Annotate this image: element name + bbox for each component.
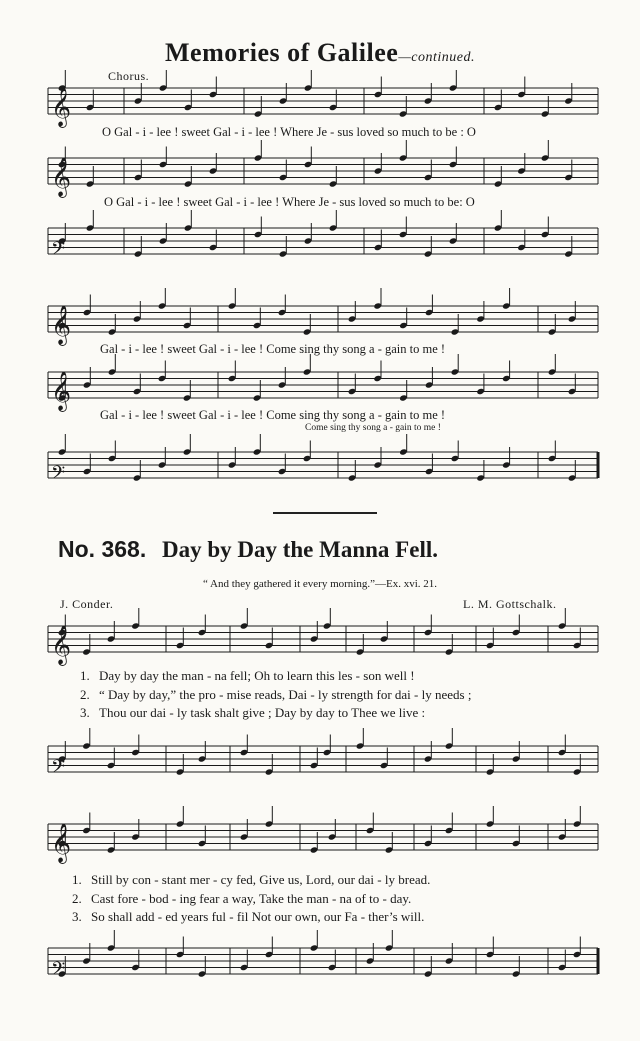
verse-text: “ Day by day,” the pro - mise reads, Dai - ly strength for dai - ly needs ; xyxy=(99,687,472,702)
system2-lyric-line2: Gal - i - lee ! sweet Gal - i - lee ! Come sing thy song a - gain to me ! xyxy=(100,408,446,422)
verse-a-1 xyxy=(80,668,415,684)
bass-clef-icon: 𝄢 xyxy=(51,239,66,264)
system2-lyric-line1: Gal - i - lee ! sweet Gal - i - lee ! Come sing thy song a - gain to me ! xyxy=(100,342,446,356)
hymn-title-row xyxy=(58,536,438,563)
verse-b-1 xyxy=(72,872,430,888)
bass-clef-icon: 𝄢 xyxy=(51,757,66,782)
header-title-text: Memories of Galilee xyxy=(165,38,399,67)
verse-number: 2. xyxy=(72,891,82,906)
hymn-author: J. Conder. xyxy=(60,597,114,611)
chorus-label: Chorus. xyxy=(108,69,150,83)
verse-number: 1. xyxy=(72,872,82,887)
verse-number: 3. xyxy=(72,909,82,924)
verse-number: 2. xyxy=(80,687,90,702)
hymn-title: Day by Day the Manna Fell. xyxy=(161,537,438,562)
verse-text: Thou our dai - ly task shalt give ; Day by day to Thee we live : xyxy=(99,705,426,720)
header-continued: —continued. xyxy=(398,50,475,65)
verse-text: Day by day the man - na fell; Oh to learn this les - son well ! xyxy=(99,668,415,683)
verse-text: So shall add - ed years ful - fil Not our own, our Fa - ther’s will. xyxy=(91,909,425,924)
verse-number: 3. xyxy=(80,705,90,720)
hymn-composer: L. M. Gottschalk. xyxy=(463,597,557,611)
hymn-epigraph: “ And they gathered it every morning.”—Ex. xvi. 21. xyxy=(203,578,437,590)
treble-clef-icon: 𝄞 xyxy=(51,371,72,411)
treble-clef-icon: 𝄞 xyxy=(51,625,72,665)
verse-text: Still by con - stant mer - cy fed, Give us, Lord, our dai - ly bread. xyxy=(91,872,431,887)
bass-clef-icon: 𝄢 xyxy=(51,959,66,984)
verse-b-2 xyxy=(72,891,411,907)
hymn-number: No. 368. xyxy=(58,536,147,562)
treble-clef-icon: 𝄞 xyxy=(51,305,72,345)
verse-a-3 xyxy=(80,705,425,721)
system2-lyric-small: Come sing thy song a - gain to me ! xyxy=(305,423,441,433)
bass-clef-icon: 𝄢 xyxy=(51,463,66,488)
system1-lyric-line1: O Gal - i - lee ! sweet Gal - i - lee ! Where Je - sus loved so much to be : O xyxy=(102,125,476,139)
treble-clef-icon: 𝄞 xyxy=(51,157,72,197)
system1-lyric-line2: O Gal - i - lee ! sweet Gal - i - lee ! Where Je - sus loved so much to be: O xyxy=(104,195,475,209)
verse-text: Cast fore - bod - ing fear a way, Take the man - na of to - day. xyxy=(91,891,412,906)
verse-number: 1. xyxy=(80,668,90,683)
verse-b-3 xyxy=(72,909,424,925)
treble-clef-icon: 𝄞 xyxy=(51,87,72,127)
treble-clef-icon: 𝄞 xyxy=(51,823,72,863)
verse-a-2 xyxy=(80,687,471,703)
section-divider xyxy=(273,512,377,514)
